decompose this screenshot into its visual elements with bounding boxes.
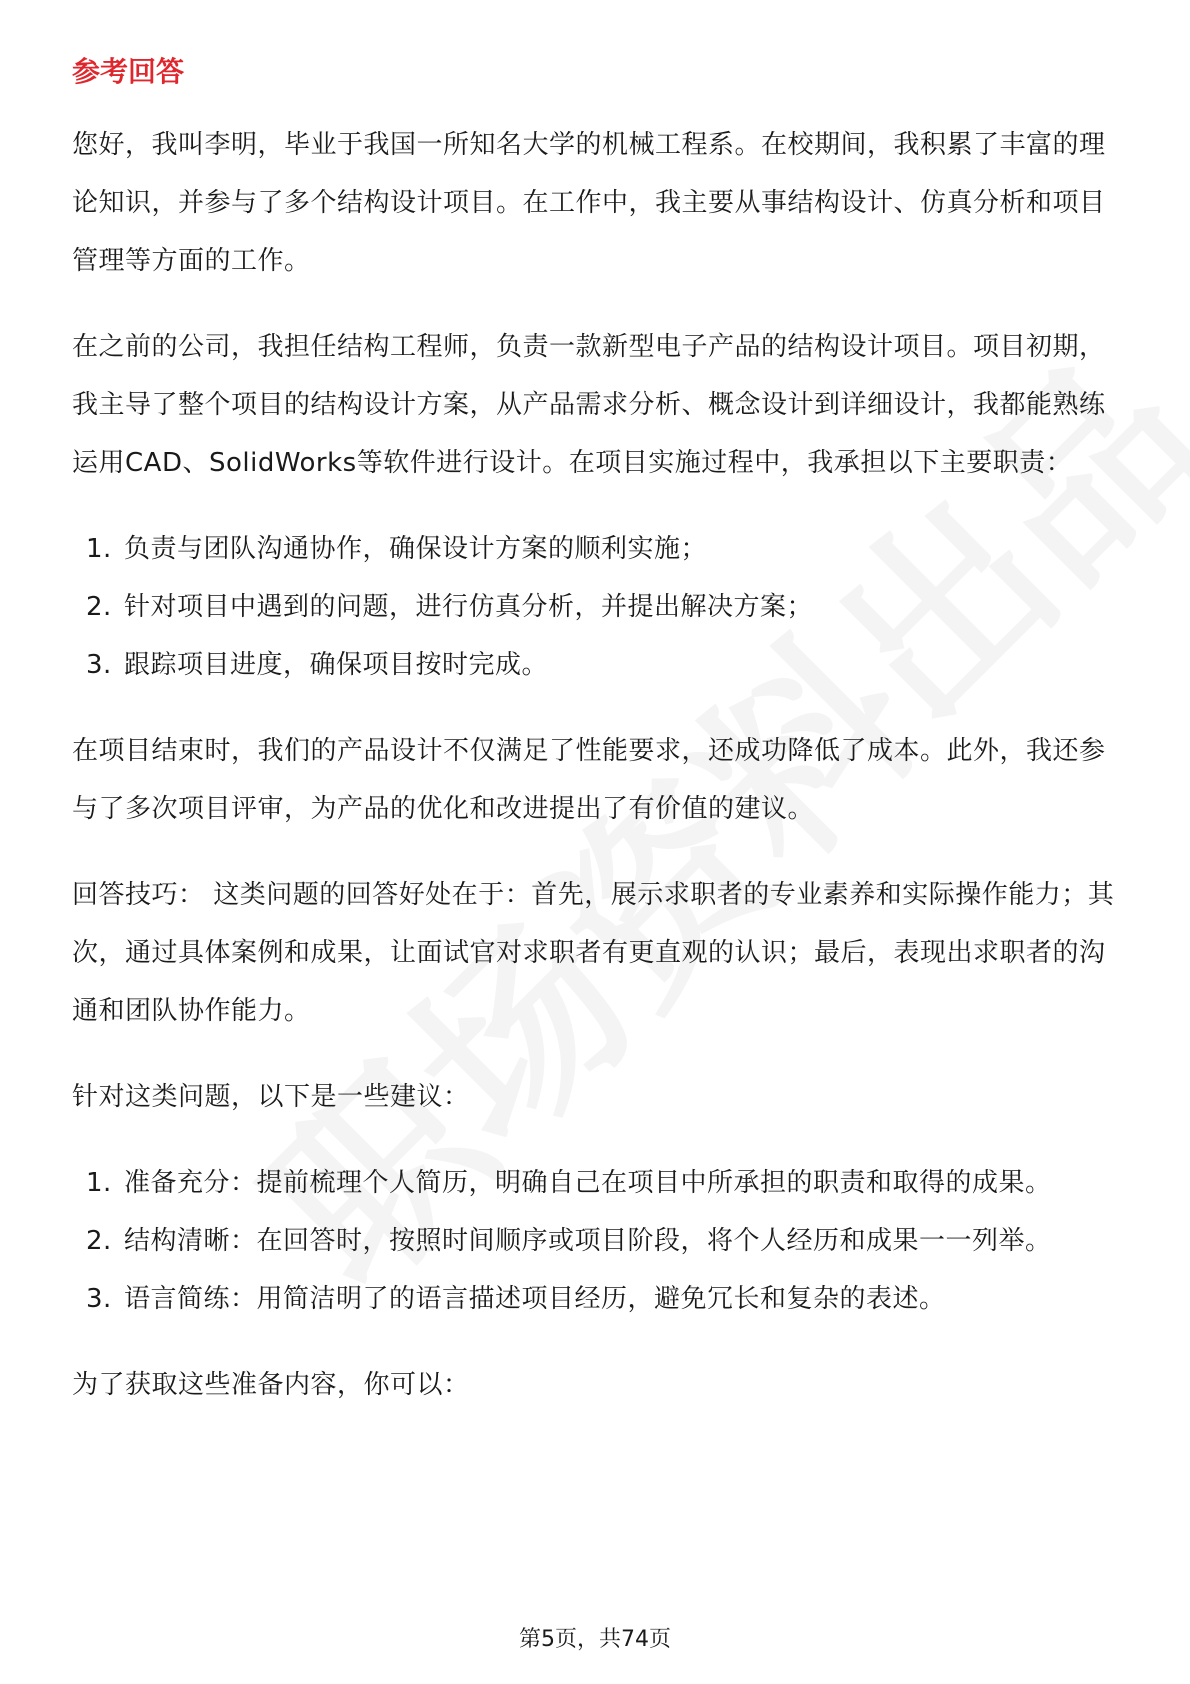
list-text: 准备充分：提前梳理个人简历，明确自己在项目中所承担的职责和取得的成果。 <box>124 1168 1052 1198</box>
list-number: 3. <box>86 1284 112 1314</box>
closing-paragraph: 为了获取这些准备内容，你可以： <box>72 1370 470 1400</box>
list-item <box>72 578 1122 636</box>
list-number: 2. <box>86 1226 112 1256</box>
list-number: 1. <box>86 1168 112 1198</box>
list-item <box>72 520 1122 578</box>
duties-list <box>72 520 1122 694</box>
list-number: 2. <box>86 592 112 622</box>
experience-paragraph: 在之前的公司，我担任结构工程师，负责一款新型电子产品的结构设计项目。项目初期，我主导了整个项目的结构设计方案，从产品需求分析、概念设计到详细设计，我都能熟练运用CAD、SolidWorks等软件进行设计。在项目实施过程中，我承担以下主要职责： <box>72 332 1106 478</box>
list-item <box>72 636 1122 694</box>
tips-paragraph: 回答技巧： 这类问题的回答好处在于：首先，展示求职者的专业素养和实际操作能力；其次，通过具体案例和成果，让面试官对求职者有更直观的认识；最后，表现出求职者的沟通和团队协作能力。 <box>72 880 1115 1026</box>
list-text: 跟踪项目进度，确保项目按时完成。 <box>124 650 549 680</box>
list-text: 结构清晰：在回答时，按照时间顺序或项目阶段，将个人经历和成果一一列举。 <box>124 1226 1052 1256</box>
page-number-footer: 第5页，共74页 <box>519 1627 671 1652</box>
list-item <box>72 1212 1122 1270</box>
section-heading: 参考回答 <box>72 55 185 88</box>
list-item <box>72 1154 1122 1212</box>
intro-paragraph: 您好，我叫李明，毕业于我国一所知名大学的机械工程系。在校期间，我积累了丰富的理论知识，并参与了多个结构设计项目。在工作中，我主要从事结构设计、仿真分析和项目管理等方面的工作。 <box>72 130 1106 276</box>
suggestions-intro: 针对这类问题，以下是一些建议： <box>72 1082 470 1112</box>
list-item <box>72 1270 1122 1328</box>
suggestions-list <box>72 1154 1122 1328</box>
list-text: 针对项目中遇到的问题，进行仿真分析，并提出解决方案； <box>124 592 814 622</box>
content-area <box>72 48 1122 1442</box>
list-text: 负责与团队沟通协作，确保设计方案的顺利实施； <box>124 534 708 564</box>
list-number: 3. <box>86 650 112 680</box>
result-paragraph: 在项目结束时，我们的产品设计不仅满足了性能要求，还成功降低了成本。此外，我还参与了多次项目评审，为产品的优化和改进提出了有价值的建议。 <box>72 736 1106 824</box>
list-text: 语言简练：用简洁明了的语言描述项目经历，避免冗长和复杂的表述。 <box>124 1284 946 1314</box>
list-number: 1. <box>86 534 112 564</box>
